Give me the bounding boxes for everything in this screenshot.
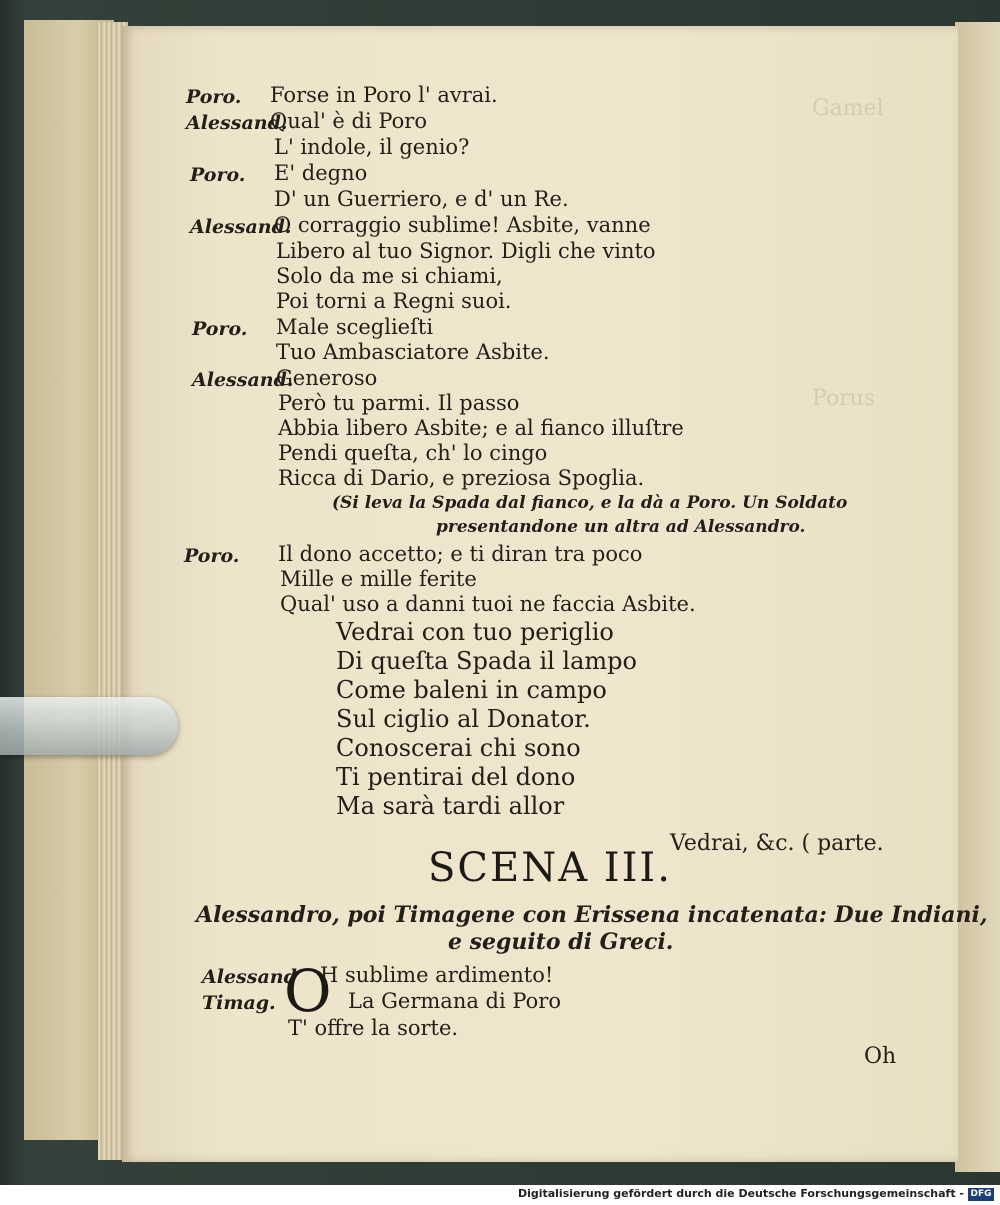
scene-title: SCENA III.	[428, 845, 672, 891]
verse-line: Solo da me si chiami,	[276, 264, 503, 288]
verse-line: Qual' è di Poro	[270, 109, 427, 133]
aria-line: Conoscerai chi sono	[336, 734, 581, 762]
speaker-label: Alessand.	[190, 216, 292, 238]
speaker-label: Timag.	[202, 992, 276, 1014]
dfg-logo-icon: DFG	[968, 1188, 994, 1201]
speaker-label: Alessand.	[186, 112, 288, 134]
aria-line: Vedrai con tuo periglio	[336, 618, 614, 646]
footer-bar	[0, 1185, 1000, 1205]
verse-line: D' un Guerriero, e d' un Re.	[274, 187, 569, 211]
verse-line: L' indole, il genio?	[274, 135, 470, 159]
verse-line: E' degno	[274, 161, 368, 185]
verse-line: Mille e mille ferite	[280, 567, 477, 591]
speaker-label: Poro.	[190, 164, 246, 186]
scene-persons: e seguito di Greci.	[448, 929, 674, 955]
verse-line: Tuo Ambasciatore Asbite.	[276, 340, 550, 364]
aria-line: Sul ciglio al Donator.	[336, 705, 591, 733]
verse-line: Pendi queſta, ch' lo cingo	[278, 441, 548, 465]
bleed-through: Gamel	[812, 96, 884, 121]
verse-line: H sublime ardimento!	[320, 963, 554, 987]
stage-direction: presentandone un altra ad Alessandro.	[436, 517, 806, 537]
verse-line: T' offre la sorte.	[288, 1016, 459, 1040]
verse-line: Poi torni a Regni suoi.	[276, 289, 512, 313]
catchword: Oh	[864, 1044, 897, 1069]
aria-line: Di queſta Spada il lampo	[336, 647, 637, 675]
verse-line: Il dono accetto; e ti diran tra poco	[278, 542, 643, 566]
speaker-label: Alessand	[202, 966, 297, 988]
verse-line: Qual' uso a danni tuoi ne faccia Asbite.	[280, 592, 696, 616]
speaker-label: Alessand.	[192, 369, 294, 391]
aria-line: Ti pentirai del dono	[336, 763, 576, 791]
stage-direction: (Si leva la Spada dal fianco, e la dà a Poro. Un Soldato	[332, 493, 848, 513]
aria-line: Ma sarà tardi allor	[336, 792, 565, 820]
verse-line: Libero al tuo Signor. Digli che vinto	[276, 239, 656, 263]
verse-line: Male sceglieſti	[276, 315, 434, 339]
verse-line: Abbia libero Asbite; e al fianco illuſtre	[278, 416, 684, 440]
book-page	[122, 26, 988, 1162]
facing-page-edge	[955, 22, 1000, 1172]
drop-cap: O	[284, 957, 332, 1025]
verse-line: Ricca di Dario, e preziosa Spoglia.	[278, 466, 645, 490]
scene-persons: Alessandro, poi Timagene con Erissena incatenata: Due Indiani,	[196, 902, 988, 928]
verse-line: Però tu parmi. Il passo	[278, 391, 520, 415]
page-turn-handle[interactable]	[0, 697, 178, 755]
verse-line: O corraggio sublime! Asbite, vanne	[274, 213, 651, 237]
speaker-label: Poro.	[192, 318, 248, 340]
aria-da-capo: Vedrai, &c. ( parte.	[670, 831, 884, 856]
bleed-through: Porus	[812, 386, 876, 411]
aria-line: Come baleni in campo	[336, 676, 607, 704]
speaker-label: Poro.	[186, 86, 242, 108]
verse-line: Generoso	[276, 366, 378, 390]
verse-line: La Germana di Poro	[348, 989, 561, 1013]
verse-line: Forse in Poro l' avrai.	[270, 83, 498, 107]
footer-credit: Digitalisierung gefördert durch die Deutsche Forschungsgemeinschaft -	[517, 1187, 964, 1200]
speaker-label: Poro.	[184, 545, 240, 567]
